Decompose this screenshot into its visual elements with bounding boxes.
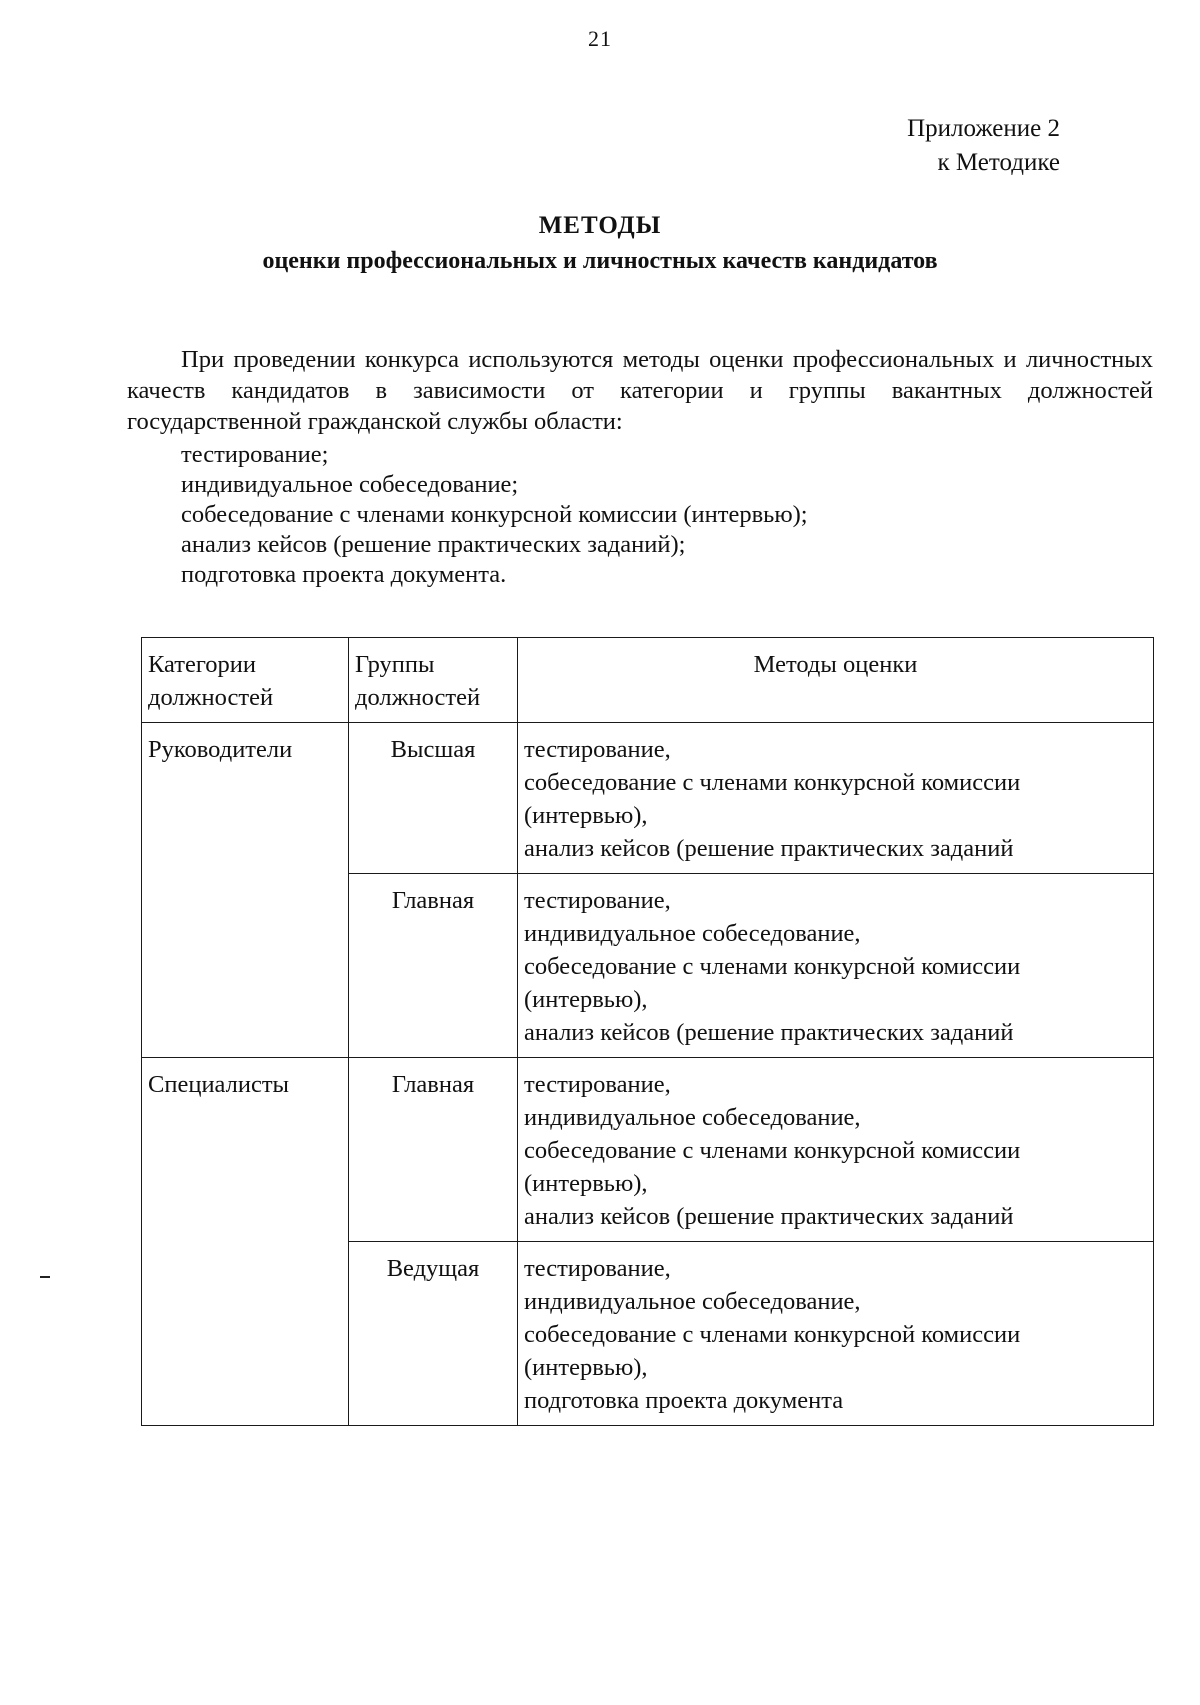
- method-line: индивидуальное собеседование,: [524, 920, 861, 947]
- appendix-reference: [907, 112, 1060, 180]
- group-cell: Высшая: [349, 723, 518, 874]
- methods-cell: [518, 1242, 1154, 1426]
- document-subtitle: оценки профессиональных и личностных качеств кандидатов: [262, 248, 938, 274]
- method-line: тестирование,: [524, 887, 671, 914]
- group-cell: Главная: [349, 1058, 518, 1242]
- method-line: анализ кейсов (решение практических заданий: [524, 835, 1014, 862]
- method-line: собеседование с членами конкурсной комиссии: [524, 769, 1021, 796]
- method-line: анализ кейсов (решение практических заданий: [524, 1019, 1014, 1046]
- method-line: (интервью),: [524, 802, 648, 829]
- document-title: МЕТОДЫ: [538, 212, 662, 239]
- methods-list-item: собеседование с членами конкурсной комиссии (интервью);: [181, 501, 808, 528]
- methods-cell: [518, 874, 1154, 1058]
- methods-cell: [518, 723, 1154, 874]
- method-line: тестирование,: [524, 736, 671, 763]
- appendix-line-1: Приложение 2: [907, 115, 1060, 142]
- group-cell: Ведущая: [349, 1242, 518, 1426]
- header-group: Группы должностей: [349, 638, 518, 723]
- method-line: анализ кейсов (решение практических заданий: [524, 1203, 1014, 1230]
- method-line: собеседование с членами конкурсной комиссии: [524, 953, 1021, 980]
- method-line: собеседование с членами конкурсной комиссии: [524, 1137, 1021, 1164]
- scan-mark: [40, 1276, 50, 1278]
- page-number: 21: [588, 26, 612, 51]
- methods-list-item: подготовка проекта документа.: [181, 561, 507, 588]
- intro-paragraph: При проведении конкурса используются методы оценки профессиональных и личностных качеств кандидатов в зависимости от категории и группы вакантных должностей государственной гражданской службы области:: [127, 346, 1153, 435]
- category-cell: Руководители: [142, 723, 349, 1058]
- table-header-row: [142, 638, 1154, 723]
- table-row: [142, 1058, 1154, 1242]
- method-line: собеседование с членами конкурсной комиссии: [524, 1321, 1021, 1348]
- methods-list: [181, 440, 808, 590]
- method-line: индивидуальное собеседование,: [524, 1288, 861, 1315]
- method-line: индивидуальное собеседование,: [524, 1104, 861, 1131]
- method-line: тестирование,: [524, 1071, 671, 1098]
- appendix-line-2: к Методике: [937, 149, 1060, 176]
- methods-list-item: анализ кейсов (решение практических заданий);: [181, 531, 686, 558]
- method-line: подготовка проекта документа: [524, 1387, 844, 1414]
- category-cell: Специалисты: [142, 1058, 349, 1426]
- group-cell: Главная: [349, 874, 518, 1058]
- header-category: Категории должностей: [142, 638, 349, 723]
- methods-table: [141, 637, 1154, 1426]
- method-line: (интервью),: [524, 986, 648, 1013]
- methods-list-item: тестирование;: [181, 441, 329, 468]
- method-line: тестирование,: [524, 1255, 671, 1282]
- method-line: (интервью),: [524, 1170, 648, 1197]
- methods-list-item: индивидуальное собеседование;: [181, 471, 519, 498]
- header-methods: Методы оценки: [518, 638, 1154, 723]
- method-line: (интервью),: [524, 1354, 648, 1381]
- table-row: [142, 723, 1154, 874]
- methods-cell: [518, 1058, 1154, 1242]
